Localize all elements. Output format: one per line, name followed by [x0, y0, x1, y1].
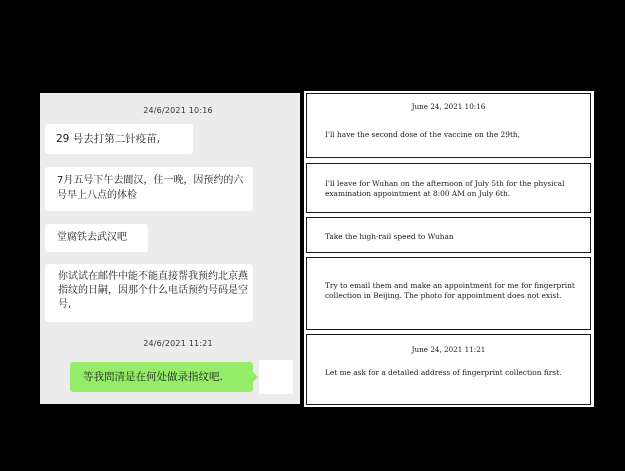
translation-date: June 24, 2021 10:16 — [411, 102, 486, 111]
translation-box — [306, 217, 591, 253]
received-message[interactable]: 7月五号下午去閬汉，住一晚，因预约的六号早上八点的体检 — [45, 167, 253, 211]
translation-text: Take the high-rail speed to Wuhan — [325, 232, 454, 241]
translation-text: Try to email them and make an appointment for me for fingerprint collection in Beijing. The photo for appointment does not exist. — [325, 281, 575, 300]
translation-date: June 24, 2021 11:21 — [411, 345, 486, 354]
received-message[interactable]: 堂腐铁去武汉吧 — [45, 224, 148, 252]
translation-panel — [304, 91, 594, 407]
translation-box — [306, 334, 591, 405]
translation-box — [306, 257, 591, 330]
translation-box — [306, 163, 591, 213]
received-message[interactable]: 你试试在邮件中能不能直接帮我预约北京燕指纹的日嗣，因那个什么电话预约号码是空号, — [45, 264, 253, 322]
sent-message[interactable]: 等我問清是在何处做录指纹吧. — [70, 362, 253, 392]
received-message[interactable]: 29 号去打第二针疫苗, — [45, 124, 193, 154]
chat-timestamp: 24/6/2021 11:21 — [143, 339, 213, 348]
chat-timestamp: 24/6/2021 10:16 — [143, 106, 213, 115]
translation-box — [306, 93, 591, 158]
translation-text: I'll have the second dose of the vaccine on the 29th, — [325, 130, 521, 139]
translation-text: Let me ask for a detailed address of fingerprint collection first. — [325, 368, 562, 377]
chat-panel — [40, 93, 300, 404]
avatar[interactable] — [259, 360, 293, 394]
translation-text: I'll leave for Wuhan on the afternoon of July 5th for the physical examination appointment at 8:00 AM on July 6th. — [325, 179, 565, 198]
